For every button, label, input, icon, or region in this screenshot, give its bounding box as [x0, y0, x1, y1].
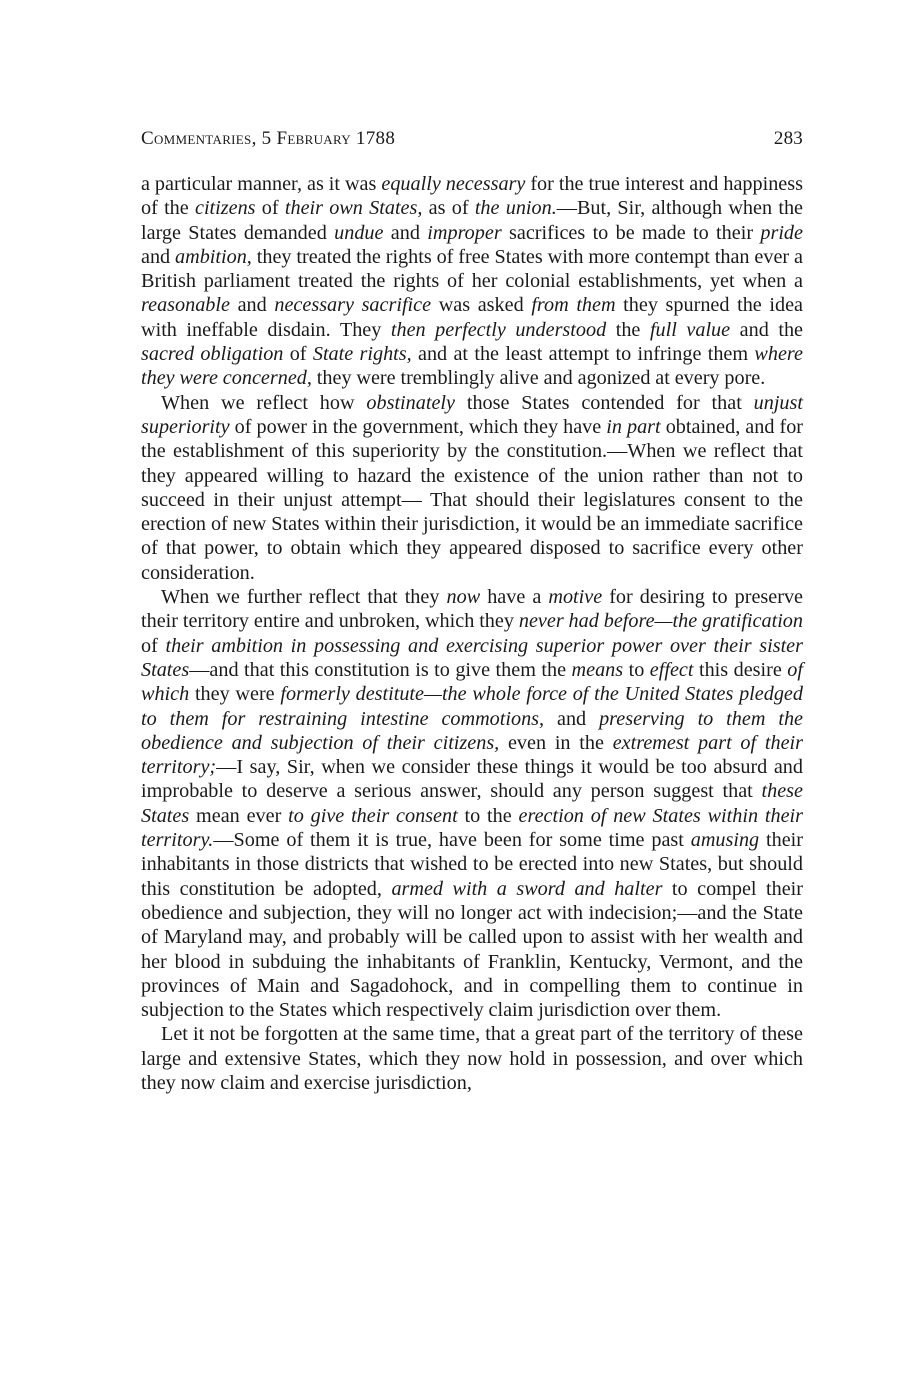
italic-run: State rights, [312, 343, 412, 366]
italic-run: to give their consent [288, 804, 458, 827]
text-run: of [283, 343, 313, 366]
italic-run: motive [548, 586, 603, 609]
paragraph [141, 585, 803, 1022]
document-page [141, 128, 803, 1095]
text-run: mean ever [189, 804, 289, 827]
text-run: they were tremblingly alive and agonized at every pore. [311, 367, 766, 390]
text-run: have a [480, 586, 549, 609]
text-run: and [229, 294, 275, 317]
text-run: —and that this constitution is to give them the [189, 658, 572, 681]
text-run: —Some of them it is true, have been for some time past [213, 829, 691, 852]
italic-run: of which [141, 658, 803, 706]
italic-run: extremest part of their territory; [141, 731, 803, 779]
italic-run: armed with a sword and halter [391, 877, 663, 900]
text-run: of [141, 634, 166, 657]
italic-run: reasonable [141, 294, 230, 317]
text-run: When we reflect how [161, 391, 367, 414]
text-run: even in the [499, 731, 613, 754]
text-run: those States contended for that [455, 391, 754, 414]
italic-run: these States [141, 780, 803, 827]
italic-run: amusing [690, 829, 760, 852]
italic-run: erection of new States within their territory. [141, 804, 803, 852]
page-number: 283 [773, 128, 803, 149]
text-run: obtained, and for the establishment of this superiority by the constitution.—When we reflect that they appeared willing to hazard the existence of the union rather than not to succeed in their unjust attempt— That should their legislatures consent to the erection of new States within their jurisdiction, it would be an immediate sacrifice of that power, to obtain which they appeared disposed to sacrifice every other consideration. [141, 415, 804, 584]
text-run: and the [730, 318, 804, 341]
text-run: as of [422, 197, 475, 220]
italic-run: equally necessary [381, 173, 526, 195]
italic-run: from them [531, 294, 616, 317]
italic-run: undue [334, 221, 384, 244]
text-run: and [141, 245, 176, 268]
text-run: they treated the rights of free States with more contempt than ever a British parliament treated the rights of her colonial establishments, yet when a [141, 245, 803, 293]
italic-run: obstinately [366, 391, 455, 414]
italic-run: formerly destitute—the whole force of the United States pledged to them for restraining intestine commotions, [141, 683, 803, 730]
paragraph [141, 391, 803, 585]
italic-run: effect [649, 658, 694, 681]
text-run: and [544, 707, 600, 730]
italic-run: pride [760, 221, 803, 244]
paragraph [141, 1022, 803, 1095]
text-run: was asked [431, 294, 532, 317]
text-run: of [255, 197, 285, 220]
italic-run: never had before—the gratification [518, 610, 803, 633]
text-run: of power in the government, which they have [229, 415, 607, 438]
italic-run: now [446, 586, 481, 609]
text-run: for the true interest and happiness of the [141, 173, 803, 220]
italic-run: citizens [194, 197, 256, 220]
text-run: Let it not be forgotten at the same time, that a great part of the territory of these large and extensive States, which they now hold in possession, and over which they now claim and exercise jurisdiction, [141, 1023, 803, 1094]
italic-run: improper [427, 221, 502, 244]
text-run: they spurned the idea with ineffable disdain. They [141, 294, 803, 341]
paragraph [141, 172, 803, 391]
italic-run: full value [649, 318, 731, 341]
italic-run: the union. [474, 197, 557, 220]
text-run: to [623, 658, 650, 681]
text-run: sacrifices to be made to their [501, 221, 761, 244]
running-header [141, 128, 803, 150]
italic-run: where they were concerned, [141, 343, 803, 390]
text-run: —I say, Sir, when we consider these things it would be too absurd and improbable to deserve a serious answer, should any person suggest that [141, 756, 803, 803]
italic-run: then perfectly understood [390, 318, 607, 341]
italic-run: sacred obligation [141, 343, 284, 366]
running-title: Commentaries, 5 February 1788 [141, 128, 396, 149]
italic-run: ambition, [175, 245, 252, 268]
text-run: the [606, 318, 650, 341]
italic-run: preserving to them the obedience and subjection of their citizens, [141, 707, 804, 754]
text-run: to compel their obedience and subjection, they will no longer act with indecision;—and the State of Maryland may, and probably will be called upon to assist with her wealth and her blood in subduing the inhabitants of Franklin, Kentucky, Vermont, and the provinces of Main and Sagadohock, and in compelling them to continue in subjection to the States which respectively claim jurisdiction over them. [141, 877, 804, 1022]
text-run: a particular manner, as it was [141, 173, 382, 195]
text-run: for desiring to preserve their territory entire and unbroken, which they [141, 586, 803, 633]
text-run: to the [457, 804, 519, 827]
italic-run: their ambition in possessing and exercising superior power over their sister States [141, 634, 803, 681]
italic-run: in part [606, 415, 661, 438]
italic-run: their own States, [284, 197, 423, 220]
text-run: and at the least attempt to infringe them [411, 343, 755, 366]
body-text [141, 172, 803, 1095]
text-run: —But, Sir, although when the large States demanded [141, 197, 803, 244]
text-run: they were [189, 683, 281, 706]
italic-run: means [571, 658, 624, 681]
text-run: this desire [693, 658, 788, 681]
text-run: and [383, 221, 428, 244]
italic-run: unjust superiority [141, 391, 803, 438]
text-run: When we further reflect that they [161, 586, 447, 609]
text-run: their inhabitants in those districts that wished to be erected into new States, but should this constitution be adopted, [141, 829, 803, 900]
italic-run: necessary sacrifice [274, 294, 432, 317]
